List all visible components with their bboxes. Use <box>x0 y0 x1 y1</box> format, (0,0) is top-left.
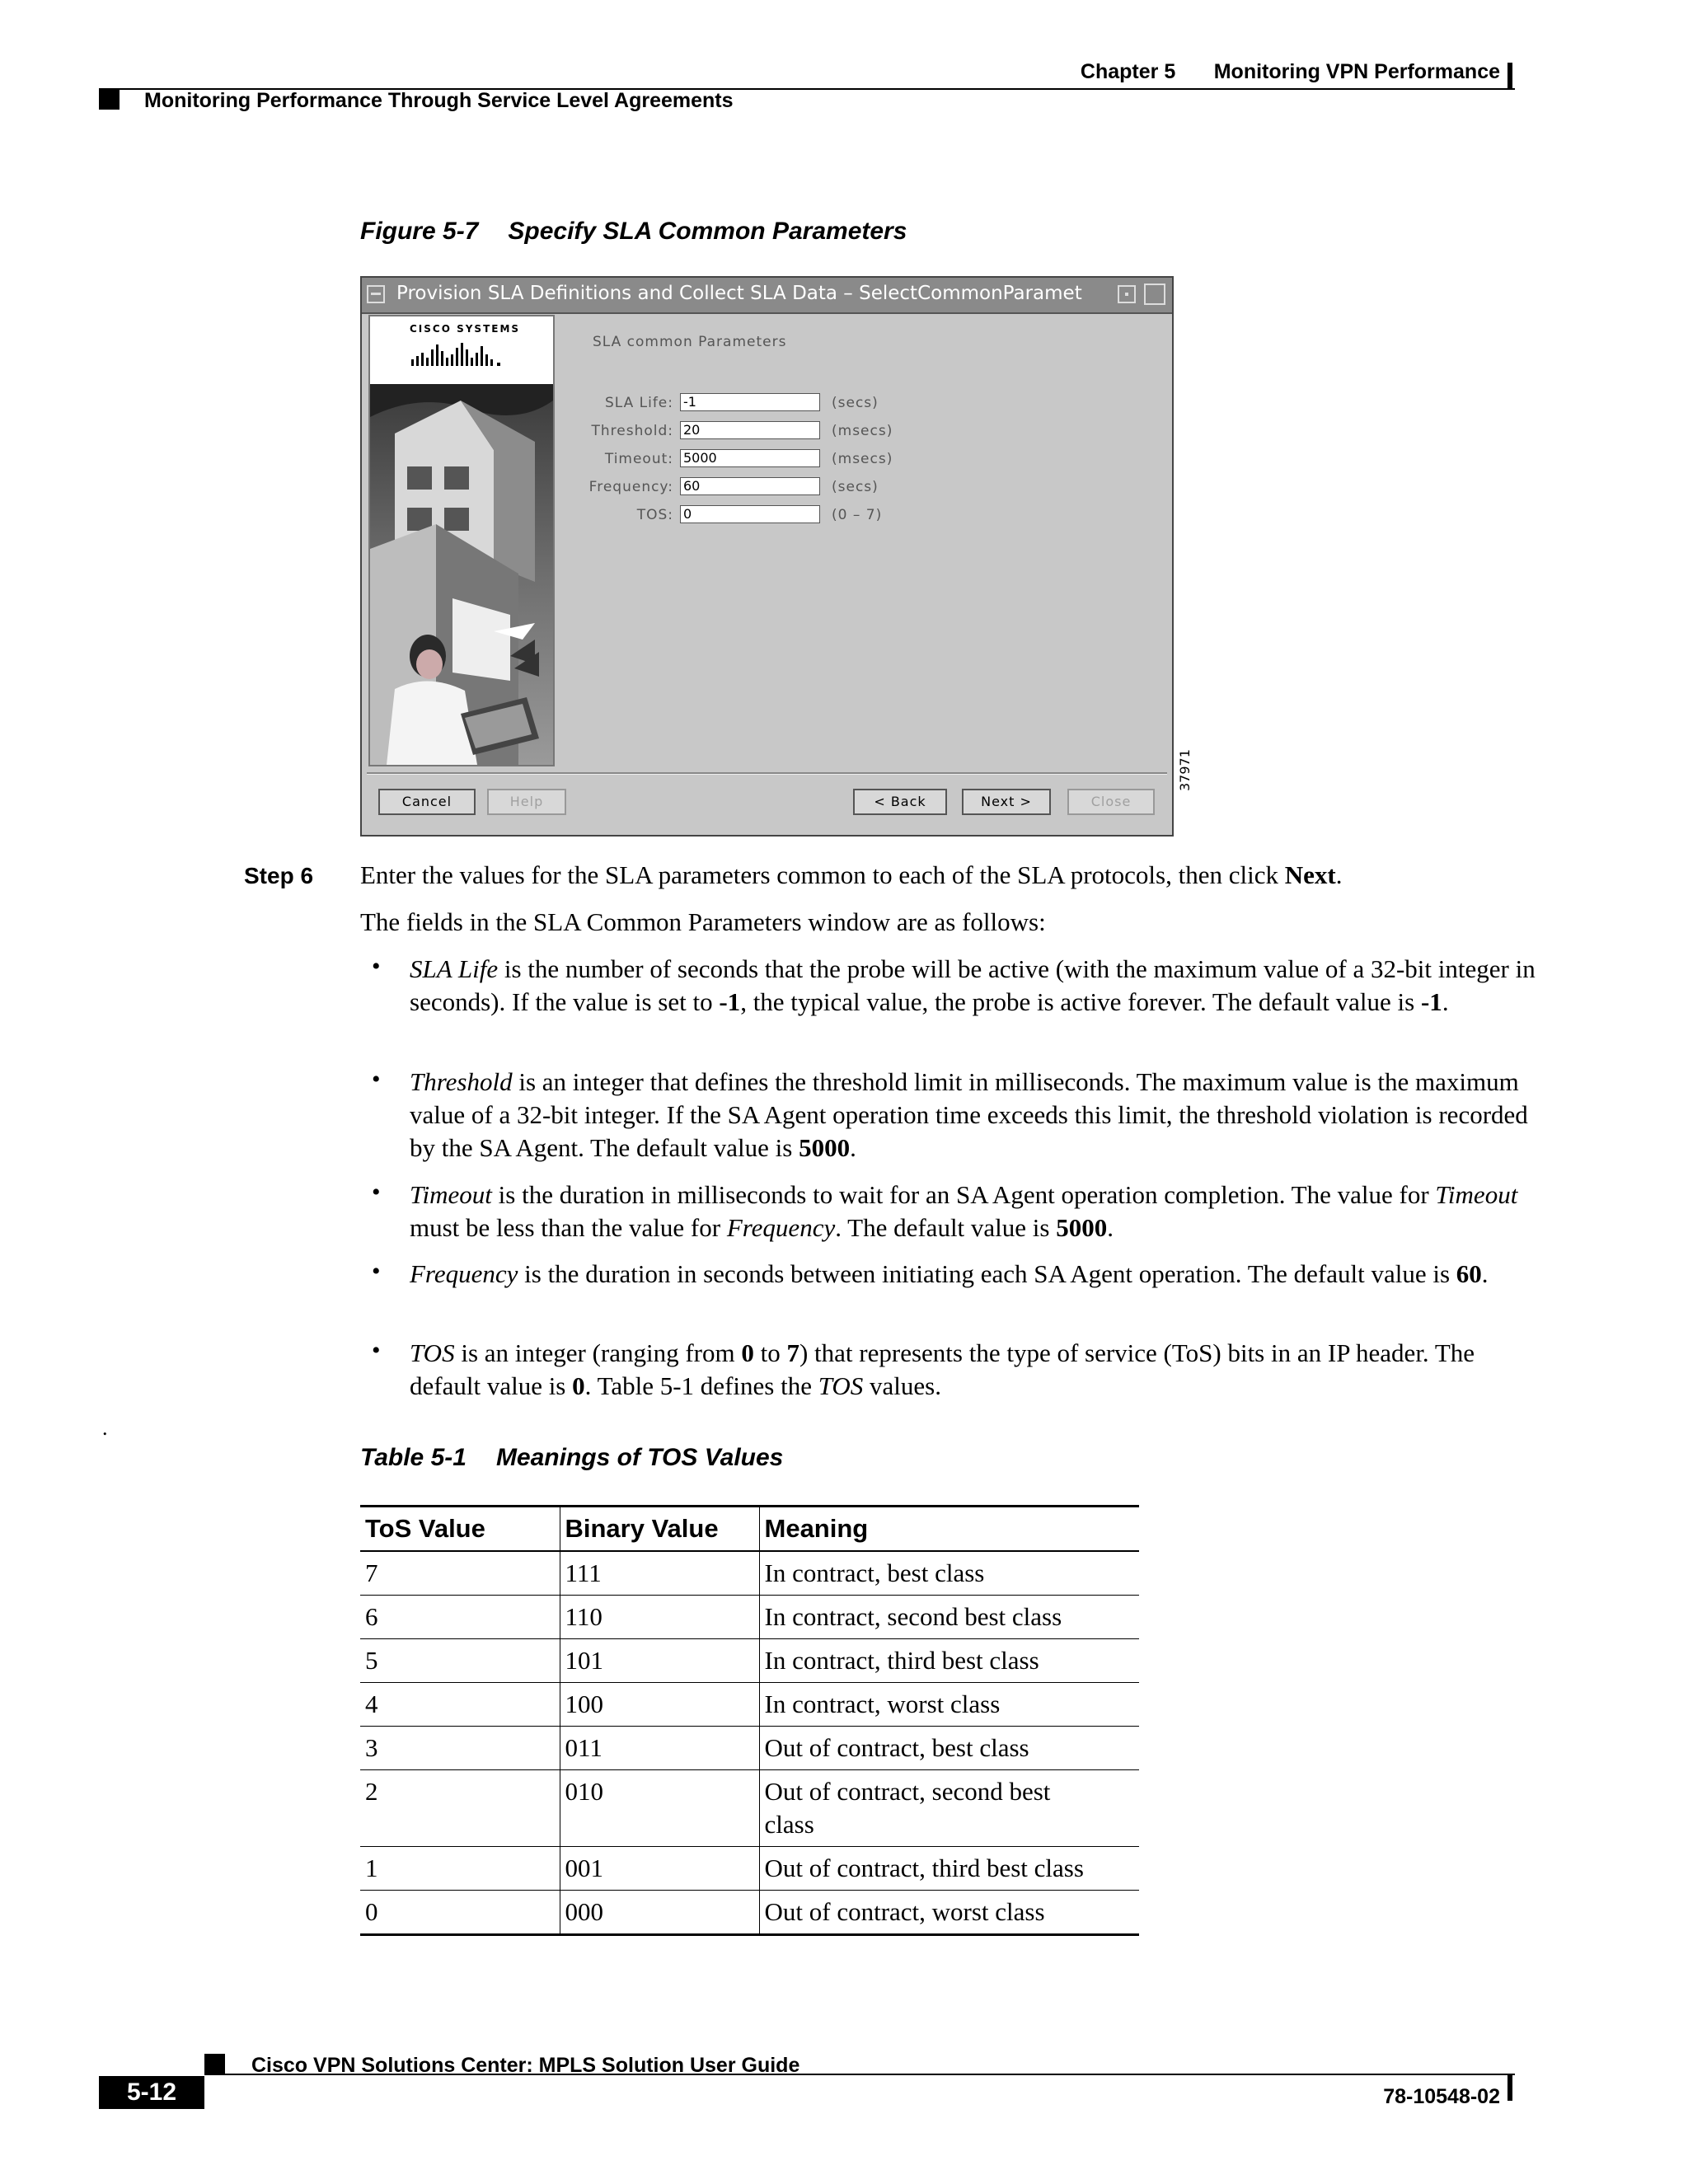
back-button[interactable]: < Back <box>853 789 947 815</box>
bullet-term: Timeout <box>1435 1180 1518 1209</box>
form-row-sla-life <box>527 393 922 415</box>
header-section-title: Monitoring Performance Through Service Level Agreements <box>144 89 734 112</box>
bullet-value: -1 <box>719 987 741 1016</box>
header-chapter <box>1081 60 1500 84</box>
table-cell: 0 <box>360 1891 560 1935</box>
wizard-illustration-image <box>370 384 553 765</box>
tos-table <box>360 1505 1139 1936</box>
bullet-text: . The default value is <box>835 1213 1057 1242</box>
chapter-number: Chapter 5 <box>1080 60 1176 83</box>
next-button[interactable]: Next > <box>962 789 1051 815</box>
step-text-prefix: Enter the values for the SLA parameters common to each of the SLA protocols, then click <box>360 860 1285 889</box>
table-caption <box>360 1444 783 1472</box>
fields-intro: The fields in the SLA Common Parameters window are as follows: <box>360 907 1046 936</box>
footer-book-title: Cisco VPN Solutions Center: MPLS Solution User Guide <box>251 2054 800 2077</box>
table-cell: In contract, second best class <box>759 1596 1139 1639</box>
window-menu-icon[interactable] <box>367 285 385 303</box>
timeout-unit: (msecs) <box>832 451 893 467</box>
term-sla-life: SLA Life <box>410 954 499 983</box>
column-header: Binary Value <box>560 1507 759 1552</box>
bullet-text: . <box>1107 1213 1114 1242</box>
bullet-text: is an integer (ranging from <box>454 1338 742 1367</box>
threshold-input[interactable]: 20 <box>680 421 820 439</box>
figure-caption <box>360 218 907 246</box>
figure-number: Figure 5-7 <box>360 218 479 245</box>
threshold-unit: (msecs) <box>832 423 893 439</box>
column-header: Meaning <box>759 1507 1139 1552</box>
table-row <box>360 1847 1139 1891</box>
step-label: Step 6 <box>244 863 314 888</box>
table-cell: 111 <box>560 1551 759 1596</box>
table-row <box>360 1891 1139 1935</box>
table-row <box>360 1683 1139 1727</box>
table-cell: 001 <box>560 1847 759 1891</box>
table-cell: 100 <box>560 1683 759 1727</box>
bullet-term: Frequency <box>726 1213 836 1242</box>
form-row-threshold <box>527 421 922 443</box>
step-instruction <box>360 859 1342 892</box>
wizard-side-panel <box>368 315 555 766</box>
table-cell: In contract, third best class <box>759 1639 1139 1683</box>
figure-id: 37971 <box>1177 749 1193 791</box>
table-cell: Out of contract, best class <box>759 1727 1139 1770</box>
frequency-unit: (secs) <box>832 479 879 495</box>
table-title: Meanings of TOS Values <box>495 1444 784 1471</box>
footer-bar-marker <box>1507 2074 1512 2101</box>
table-cell: 7 <box>360 1551 560 1596</box>
bullet-text: . <box>1481 1259 1489 1288</box>
bullet-threshold <box>410 1066 1547 1165</box>
help-button[interactable]: Help <box>487 789 566 815</box>
window-minimize-icon[interactable] <box>1118 285 1136 303</box>
tos-unit: (0 – 7) <box>832 507 883 523</box>
window-titlebar <box>362 278 1172 314</box>
table-row <box>360 1596 1139 1639</box>
table-cell: Out of contract, worst class <box>759 1891 1139 1935</box>
bullet-text: . <box>1442 987 1449 1016</box>
timeout-label: Timeout: <box>604 451 673 467</box>
cancel-button[interactable]: Cancel <box>378 789 476 815</box>
column-header: ToS Value <box>360 1507 560 1552</box>
bullet-value: 0 <box>741 1338 754 1367</box>
bullet-value: 5000 <box>1056 1213 1108 1242</box>
bullet-text: ) that represents the type of service (ToS) bits in an IP header. The default value is <box>410 1338 1475 1400</box>
sla-life-unit: (secs) <box>832 395 879 411</box>
table-cell: Out of contract, second best class <box>759 1770 1139 1847</box>
table-row <box>360 1727 1139 1770</box>
stray-mark: . <box>102 1416 108 1440</box>
bullet-value: 7 <box>786 1338 799 1367</box>
table-cell: 5 <box>360 1639 560 1683</box>
chapter-title: Monitoring VPN Performance <box>1213 60 1500 83</box>
bullet-term: TOS <box>818 1371 864 1400</box>
timeout-input[interactable]: 5000 <box>680 449 820 467</box>
close-button[interactable]: Close <box>1067 789 1155 815</box>
bullet-timeout <box>410 1179 1547 1244</box>
table-row <box>360 1551 1139 1596</box>
bullet-value: 0 <box>572 1371 585 1400</box>
threshold-label: Threshold: <box>591 423 673 439</box>
window-title: Provision SLA Definitions and Collect SLA Data – SelectCommonParamet <box>396 283 1082 304</box>
table-cell: 2 <box>360 1770 560 1847</box>
cisco-logo-text: CISCO SYSTEMS <box>410 323 521 335</box>
table-cell: In contract, worst class <box>759 1683 1139 1727</box>
bullet-text: values. <box>863 1371 941 1400</box>
tos-input[interactable]: 0 <box>680 505 820 523</box>
sla-life-input[interactable]: -1 <box>680 393 820 411</box>
bullet-text: is an integer that defines the threshold limit in milliseconds. The maximum value is the maximum value of a 32-bit integer. If the SA Agent operation time exceeds this limit, the threshold violation is recorded by the SA Agent. The default value is <box>410 1067 1528 1162</box>
bullet-value: 5000 <box>799 1133 851 1162</box>
table-cell: 1 <box>360 1847 560 1891</box>
term-frequency: Frequency <box>410 1259 518 1288</box>
table-row <box>360 1639 1139 1683</box>
table-number: Table 5-1 <box>360 1444 467 1471</box>
bullet-tos <box>410 1337 1547 1403</box>
bullet-frequency <box>410 1258 1547 1291</box>
table-cell: 011 <box>560 1727 759 1770</box>
button-separator <box>367 772 1167 775</box>
header-bar-marker <box>1507 63 1512 90</box>
table-cell: In contract, best class <box>759 1551 1139 1596</box>
frequency-input[interactable]: 60 <box>680 477 820 495</box>
window-maximize-icon[interactable] <box>1144 284 1165 305</box>
term-threshold: Threshold <box>410 1067 513 1096</box>
table-row <box>360 1770 1139 1847</box>
bullet-value: 60 <box>1456 1259 1482 1288</box>
form-row-timeout <box>527 449 922 471</box>
bullet-marker: • <box>372 1337 381 1364</box>
page-number: 5-12 <box>99 2076 204 2109</box>
form-row-tos <box>527 505 922 527</box>
form-title: SLA common Parameters <box>593 334 787 350</box>
tos-label: TOS: <box>636 507 673 523</box>
table-cell: 101 <box>560 1639 759 1683</box>
table-cell: 4 <box>360 1683 560 1727</box>
bullet-text: is the duration in milliseconds to wait for an SA Agent operation completion. The value for <box>491 1180 1436 1209</box>
table-header-row <box>360 1507 1139 1552</box>
bullet-text: is the number of seconds that the probe will be active (with the maximum value of a 32-bit integer in seconds). If the value is set to <box>410 954 1536 1016</box>
bullet-value: -1 <box>1420 987 1442 1016</box>
form-row-frequency <box>527 477 922 499</box>
bullet-text: is the duration in seconds between initiating each SA Agent operation. The default value is <box>518 1259 1456 1288</box>
term-tos: TOS <box>410 1338 455 1367</box>
sla-window <box>360 276 1174 837</box>
header-square-marker <box>99 89 120 110</box>
table-cell: 010 <box>560 1770 759 1847</box>
bullet-text: must be less than the value for <box>410 1213 727 1242</box>
bullet-marker: • <box>372 1066 381 1093</box>
bullet-marker: • <box>372 1179 381 1206</box>
table-cell: Out of contract, third best class <box>759 1847 1139 1891</box>
step-text-suffix: . <box>1335 860 1343 889</box>
doc-number: 78-10548-02 <box>1383 2085 1500 2108</box>
cisco-logo-icon <box>411 340 502 368</box>
table-cell: 6 <box>360 1596 560 1639</box>
bullet-text: . Table 5-1 defines the <box>584 1371 818 1400</box>
bullet-marker: • <box>372 1258 381 1285</box>
bullet-text: to <box>753 1338 787 1367</box>
step-text-next: Next <box>1284 860 1336 889</box>
frequency-label: Frequency: <box>588 479 673 495</box>
table-cell: 110 <box>560 1596 759 1639</box>
bullet-text: , the typical value, the probe is active forever. The default value is <box>740 987 1421 1016</box>
bullet-marker: • <box>372 953 381 980</box>
term-timeout: Timeout <box>410 1180 492 1209</box>
sla-life-label: SLA Life: <box>604 395 673 411</box>
table-cell: 3 <box>360 1727 560 1770</box>
bullet-sla-life <box>410 953 1547 1019</box>
bullet-text: . <box>850 1133 856 1162</box>
figure-title: Specify SLA Common Parameters <box>508 218 907 245</box>
table-cell: 000 <box>560 1891 759 1935</box>
footer-square-marker <box>204 2054 225 2074</box>
